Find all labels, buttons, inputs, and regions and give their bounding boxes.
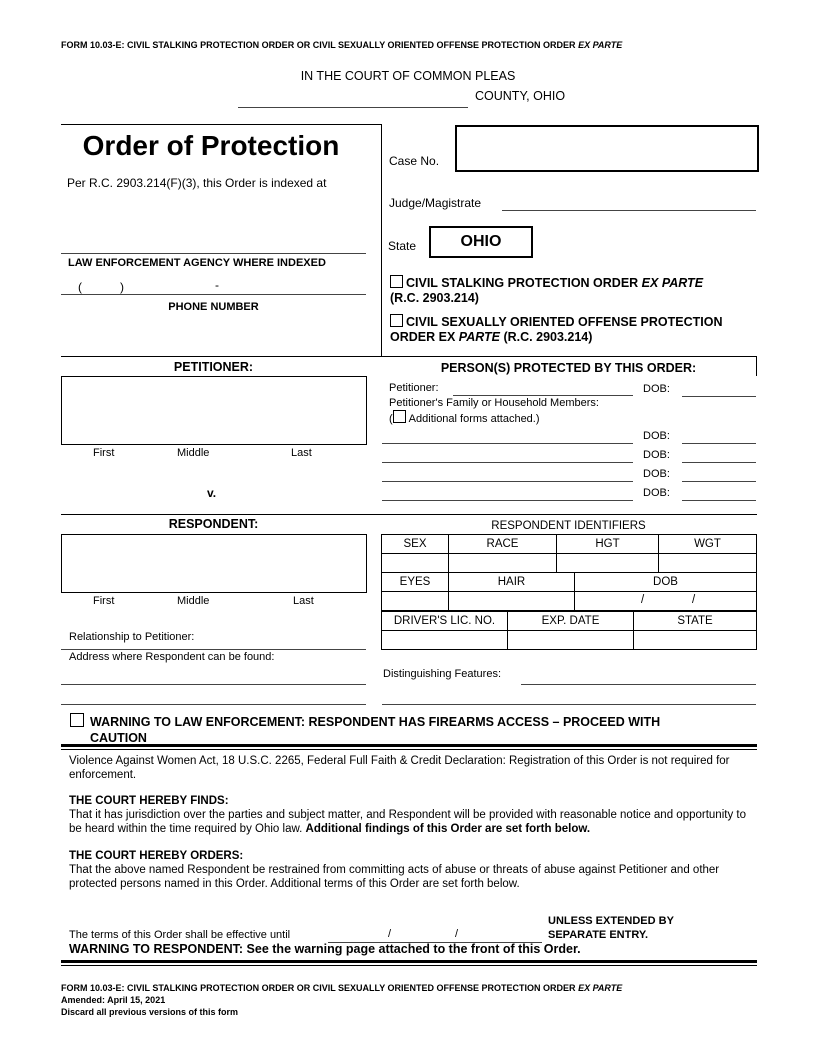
- dob-value[interactable]: [575, 592, 757, 611]
- additional-forms-checkbox[interactable]: [393, 410, 406, 423]
- race-header: RACE: [449, 535, 557, 554]
- indexed-text: Per R.C. 2903.214(F)(3), this Order is indexed at: [67, 176, 327, 190]
- phone-field[interactable]: [61, 294, 366, 295]
- center-divider: [381, 124, 382, 356]
- vawa-text: Violence Against Women Act, 18 U.S.C. 2265, Federal Full Faith & Credit Declaration: Registration of this Order is not required for enforcement.: [69, 755, 730, 781]
- wgt-header: WGT: [659, 535, 757, 554]
- family-member-2-dob-field[interactable]: [682, 462, 756, 463]
- stalking-checkbox[interactable]: [390, 275, 403, 288]
- family-member-3-field[interactable]: [382, 481, 633, 482]
- protected-right-edge: [756, 356, 757, 376]
- agency-field[interactable]: [61, 253, 366, 254]
- order-title: Order of Protection: [82, 130, 340, 161]
- family-member-1-dob-label: DOB:: [643, 430, 670, 442]
- petitioner-heading: PETITIONER:: [173, 360, 254, 374]
- family-member-2-field[interactable]: [382, 462, 633, 463]
- respondent-name-box[interactable]: [61, 534, 367, 593]
- protected-petitioner-field[interactable]: [453, 395, 633, 396]
- license-state-value[interactable]: [634, 631, 757, 650]
- family-member-3-dob-label: DOB:: [643, 468, 670, 480]
- phone-close-paren: ): [120, 280, 124, 294]
- family-member-4-field[interactable]: [382, 500, 633, 501]
- phone-open-paren: (: [78, 280, 82, 294]
- petitioner-first-label: First: [93, 447, 115, 459]
- versus-label: v.: [207, 486, 217, 500]
- state-header: STATE: [634, 612, 757, 631]
- phone-label: PHONE NUMBER: [168, 301, 259, 313]
- hair-value[interactable]: [449, 592, 575, 611]
- family-label: Petitioner's Family or Household Members:: [389, 397, 599, 409]
- effective-slash-2: /: [455, 928, 459, 940]
- address-field-2[interactable]: [61, 704, 366, 705]
- sex-value[interactable]: [382, 554, 449, 573]
- petitioner-middle-label: Middle: [177, 447, 210, 459]
- state-label: State: [388, 239, 417, 253]
- petitioner-name-box[interactable]: [61, 376, 367, 445]
- hgt-header: HGT: [557, 535, 659, 554]
- unless-extended-2: SEPARATE ENTRY.: [548, 929, 649, 941]
- agency-label: LAW ENFORCEMENT AGENCY WHERE INDEXED: [68, 257, 326, 269]
- features-label: Distinguishing Features:: [383, 668, 502, 680]
- family-member-1-field[interactable]: [382, 443, 633, 444]
- respondent-heading: RESPONDENT:: [168, 517, 259, 531]
- section-rule-2: [61, 356, 757, 357]
- eyes-header: EYES: [382, 573, 449, 592]
- dob-slash-1: /: [641, 594, 645, 606]
- petitioner-last-label: Last: [291, 447, 312, 459]
- protected-heading: PERSON(S) PROTECTED BY THIS ORDER:: [440, 361, 697, 375]
- thick-rule-1: [61, 744, 757, 747]
- footer-form-title: FORM 10.03-E: CIVIL STALKING PROTECTION ORDER OR CIVIL SEXUALLY ORIENTED OFFENSE PROTECTION ORDER EX PARTE: [61, 983, 623, 993]
- protected-petitioner-label: Petitioner:: [389, 382, 439, 394]
- respondent-first-label: First: [93, 595, 115, 607]
- features-field-2[interactable]: [382, 704, 756, 705]
- identifiers-heading: RESPONDENT IDENTIFIERS: [491, 520, 646, 532]
- thick-rule-2: [61, 960, 757, 963]
- exp-date-header: EXP. DATE: [508, 612, 634, 631]
- relationship-label: Relationship to Petitioner:: [69, 631, 195, 643]
- judge-field[interactable]: [502, 210, 756, 211]
- form-header-suffix: EX PARTE: [578, 40, 623, 50]
- dob-header: DOB: [575, 573, 757, 592]
- address-field[interactable]: [61, 684, 366, 685]
- sex-header: SEX: [382, 535, 449, 554]
- county-label: COUNTY, OHIO: [475, 89, 566, 103]
- protected-petitioner-dob-field[interactable]: [682, 396, 756, 397]
- finds-text: That it has jurisdiction over the parties and subject matter, and Respondent will be provided with reasonable notice and opportunity to be heard within the time required by Ohio law. Additional findings of this Order are set forth below.: [69, 809, 746, 835]
- case-no-label: Case No.: [389, 154, 440, 168]
- form-header-title: FORM 10.03-E: CIVIL STALKING PROTECTION ORDER OR CIVIL SEXUALLY ORIENTED OFFENSE PROTECTION ORDER: [61, 40, 576, 50]
- identifiers-table-3: [381, 611, 757, 650]
- respondent-middle-label: Middle: [177, 595, 210, 607]
- thin-rule-1: [61, 749, 757, 750]
- relationship-field[interactable]: [61, 649, 366, 650]
- dob-slash-2: /: [692, 594, 696, 606]
- top-rule: [61, 124, 381, 125]
- family-member-4-dob-field[interactable]: [682, 500, 756, 501]
- unless-extended-1: UNLESS EXTENDED BY: [548, 915, 674, 927]
- family-member-1-dob-field[interactable]: [682, 443, 756, 444]
- respondent-warning: WARNING TO RESPONDENT: See the warning page attached to the front of this Order.: [69, 942, 581, 956]
- sexual-offense-checkbox[interactable]: [390, 314, 403, 327]
- family-member-4-dob-label: DOB:: [643, 487, 670, 499]
- drivers-license-value[interactable]: [382, 631, 508, 650]
- respondent-last-label: Last: [293, 595, 314, 607]
- features-field[interactable]: [521, 684, 756, 685]
- state-value-box: OHIO: [429, 226, 533, 258]
- drivers-license-header: DRIVER'S LIC. NO.: [382, 612, 508, 631]
- address-label: Address where Respondent can be found:: [69, 651, 275, 663]
- thin-rule-2: [61, 965, 757, 966]
- family-member-3-dob-field[interactable]: [682, 481, 756, 482]
- effective-slash-1: /: [388, 928, 392, 940]
- additional-forms[interactable]: ( Additional forms attached.): [389, 410, 540, 425]
- case-no-field[interactable]: [455, 125, 759, 172]
- footer-discard: Discard all previous versions of this form: [61, 1007, 239, 1017]
- finds-heading: THE COURT HEREBY FINDS:: [69, 795, 229, 807]
- protected-petitioner-dob-label: DOB:: [643, 383, 670, 395]
- orders-text: That the above named Respondent be restrained from committing acts of abuse or threats of abuse against Petitioner and other protected persons named in this Order. Additional terms of this Order are set forth below.: [69, 864, 720, 890]
- section-rule-3: [61, 514, 757, 515]
- race-value[interactable]: [449, 554, 557, 573]
- identifiers-table-1: [381, 534, 757, 573]
- wgt-value[interactable]: [659, 554, 757, 573]
- firearms-warning[interactable]: WARNING TO LAW ENFORCEMENT: RESPONDENT HAS FIREARMS ACCESS – PROCEED WITH CAUTION: [70, 713, 660, 746]
- option-sexual[interactable]: CIVIL SEXUALLY ORIENTED OFFENSE PROTECTION ORDER EX PARTE (R.C. 2903.214): [390, 315, 723, 344]
- eyes-value[interactable]: [382, 592, 449, 611]
- effective-label: The terms of this Order shall be effective until: [69, 929, 291, 941]
- orders-heading: THE COURT HEREBY ORDERS:: [69, 850, 244, 862]
- family-member-2-dob-label: DOB:: [643, 449, 670, 461]
- county-field[interactable]: [238, 107, 468, 108]
- hgt-value[interactable]: [557, 554, 659, 573]
- firearms-checkbox[interactable]: [70, 713, 84, 727]
- phone-dash: -: [215, 278, 219, 292]
- footer-amended: Amended: April 15, 2021: [61, 995, 166, 1005]
- judge-label: Judge/Magistrate: [389, 196, 482, 210]
- court-name: IN THE COURT OF COMMON PLEAS: [300, 69, 516, 83]
- identifiers-table-2: [381, 572, 757, 611]
- exp-date-value[interactable]: [508, 631, 634, 650]
- option-stalking[interactable]: CIVIL STALKING PROTECTION ORDER EX PARTE (R.C. 2903.214): [390, 276, 704, 305]
- hair-header: HAIR: [449, 573, 575, 592]
- form-header: [61, 40, 622, 50]
